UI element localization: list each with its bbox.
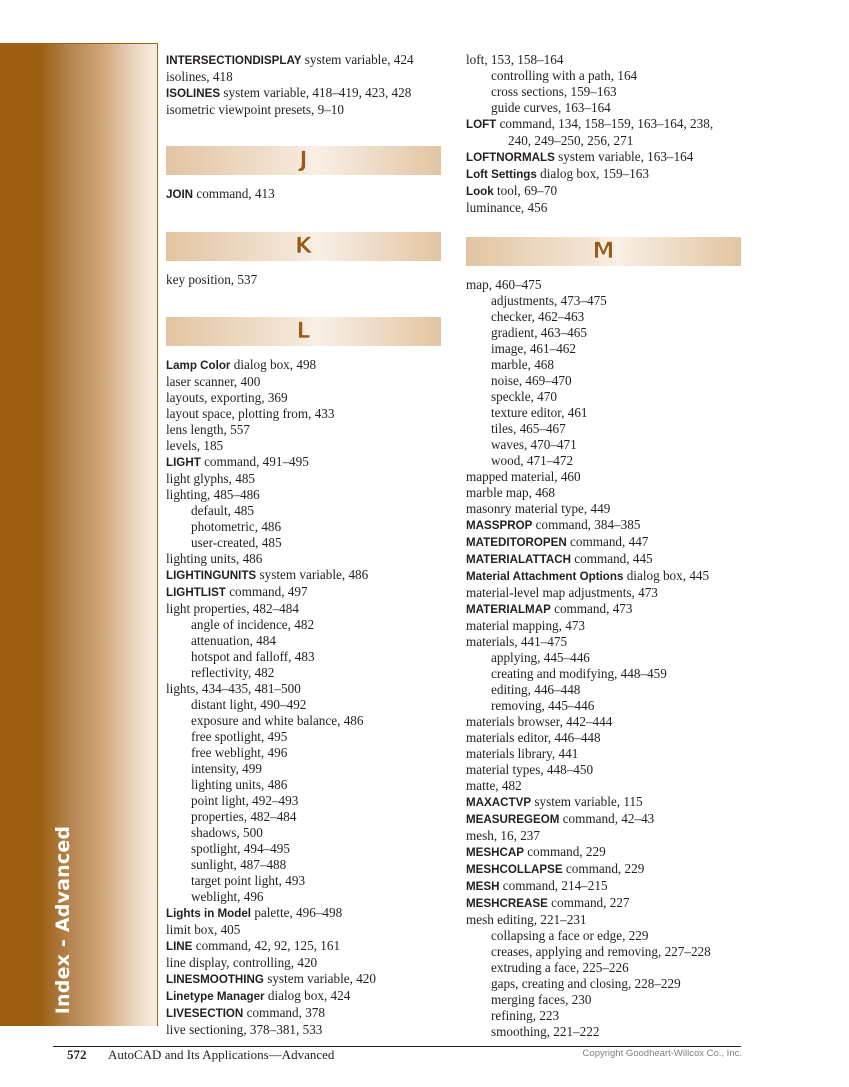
page-number: 572 — [67, 1047, 87, 1062]
index-entry — [166, 777, 446, 793]
index-list-m — [466, 277, 746, 1040]
index-entry-text: shadows, 500 — [191, 825, 263, 840]
index-entry-text: materials, 441–475 — [466, 634, 568, 649]
index-entry — [166, 272, 446, 288]
index-entry-text: loft, 153, 158–164 — [466, 52, 564, 67]
index-entry-text: layout space, plotting from, 433 — [166, 406, 335, 421]
index-list-j — [166, 186, 446, 203]
index-entry — [166, 955, 446, 971]
index-entry-text: noise, 469–470 — [491, 373, 572, 388]
index-entry-text: palette, 496–498 — [251, 905, 343, 920]
index-entry-text: applying, 445–446 — [491, 650, 590, 665]
index-entry — [466, 912, 746, 928]
side-tab-label-wrap — [48, 820, 78, 1020]
index-entry-text: adjustments, 473–475 — [491, 293, 607, 308]
index-entry-text: waves, 470–471 — [491, 437, 577, 452]
index-entry-text: user-created, 485 — [191, 535, 282, 550]
index-entry — [166, 601, 446, 617]
index-entry — [466, 517, 746, 534]
index-entry — [166, 922, 446, 938]
index-entry-text: materials library, 441 — [466, 746, 579, 761]
index-entry-text: matte, 482 — [466, 778, 522, 793]
letter-header-j — [166, 146, 441, 175]
index-entry — [466, 453, 746, 469]
index-entry — [466, 166, 746, 183]
index-group-l — [166, 357, 446, 1038]
index-entry — [466, 100, 746, 116]
index-entry-text: material mapping, 473 — [466, 618, 586, 633]
index-entry — [166, 454, 446, 471]
index-entry — [166, 52, 446, 69]
index-term-bold: LIGHT — [166, 456, 201, 469]
index-term-bold: MESHCAP — [466, 846, 524, 859]
letter-header-m — [466, 237, 741, 266]
index-entry — [166, 69, 446, 85]
index-term-bold: LINESMOOTHING — [166, 973, 264, 986]
index-term-bold: INTERSECTIONDISPLAY — [166, 54, 302, 67]
index-entry — [466, 682, 746, 698]
index-entry-text: masonry material type, 449 — [466, 501, 611, 516]
index-entry-text: controlling with a path, 164 — [491, 68, 638, 83]
index-entry-text: guide curves, 163–164 — [491, 100, 611, 115]
index-entry — [466, 960, 746, 976]
index-entry-text: material types, 448–450 — [466, 762, 594, 777]
index-term-bold: LIGHTLIST — [166, 586, 226, 599]
index-entry — [466, 928, 746, 944]
index-list-l — [166, 357, 446, 1038]
index-list-lo — [466, 52, 746, 216]
index-entry-text: dialog box, 498 — [230, 357, 317, 372]
index-entry-text: command, 229 — [523, 844, 606, 859]
index-entry — [166, 617, 446, 633]
index-entry — [166, 102, 446, 118]
index-entry — [166, 681, 446, 697]
index-entry — [466, 828, 746, 844]
index-entry — [166, 665, 446, 681]
index-entry-text: command, 227 — [547, 895, 630, 910]
index-entry — [166, 551, 446, 567]
index-entry — [166, 889, 446, 905]
index-entry — [166, 406, 446, 422]
letter-header-l — [166, 317, 441, 346]
index-entry — [466, 133, 746, 149]
index-entry-text: command, 473 — [550, 601, 633, 616]
index-entry — [466, 878, 746, 895]
index-entry-text: layouts, exporting, 369 — [166, 390, 288, 405]
index-entry-text: exposure and white balance, 486 — [191, 713, 364, 728]
index-entry — [166, 1005, 446, 1022]
index-entry — [166, 186, 446, 203]
letter-header-k — [166, 232, 441, 261]
index-entry — [166, 809, 446, 825]
index-entry-text: texture editor, 461 — [491, 405, 588, 420]
index-entry-text: image, 461–462 — [491, 341, 576, 356]
index-term-bold: LIVESECTION — [166, 1007, 244, 1020]
index-entry-text: command, 447 — [566, 534, 649, 549]
index-entry-text: default, 485 — [191, 503, 254, 518]
index-entry-text: dialog box, 445 — [623, 568, 710, 583]
index-entry — [166, 825, 446, 841]
index-entry-text: free spotlight, 495 — [191, 729, 288, 744]
index-term-bold: LINE — [166, 940, 193, 953]
index-entry-text: removing, 445–446 — [491, 698, 595, 713]
index-entry-text: map, 460–475 — [466, 277, 542, 292]
index-term-bold: Lamp Color — [166, 359, 231, 372]
index-term-bold: MEASUREGEOM — [466, 813, 560, 826]
index-entry-text: cross sections, 159–163 — [491, 84, 617, 99]
index-entry-text: attenuation, 484 — [191, 633, 276, 648]
index-entry-text: mapped material, 460 — [466, 469, 581, 484]
index-entry-text: system variable, 486 — [256, 567, 369, 582]
copyright-notice: Copyright Goodheart-Willcox Co., Inc. — [582, 1048, 742, 1059]
index-entry-text: target point light, 493 — [191, 873, 306, 888]
index-entry — [466, 650, 746, 666]
index-entry — [466, 762, 746, 778]
index-entry-text: dialog box, 159–163 — [536, 166, 649, 181]
index-entry — [166, 535, 446, 551]
index-list-k — [166, 272, 446, 288]
index-entry-text: system variable, 424 — [301, 52, 414, 67]
index-entry — [466, 811, 746, 828]
index-entry — [466, 485, 746, 501]
index-entry-text: weblight, 496 — [191, 889, 264, 904]
index-entry — [166, 471, 446, 487]
index-entry-text: intensity, 499 — [191, 761, 262, 776]
index-entry — [166, 438, 446, 454]
index-entry — [466, 357, 746, 373]
index-entry-text: limit box, 405 — [166, 922, 241, 937]
index-entry-text: distant light, 490–492 — [191, 697, 307, 712]
index-term-bold: Loft Settings — [466, 168, 537, 181]
index-entry-text: command, 497 — [225, 584, 308, 599]
index-entry-text: dialog box, 424 — [264, 988, 351, 1003]
index-entry — [466, 746, 746, 762]
index-entry-text: 240, 249–250, 256, 271 — [508, 133, 634, 148]
index-entry-text: command, 378 — [243, 1005, 325, 1020]
index-term-bold: LOFT — [466, 118, 497, 131]
index-entry-text: wood, 471–472 — [491, 453, 574, 468]
index-entry-text: gaps, creating and closing, 228–229 — [491, 976, 681, 991]
index-group-k — [166, 272, 446, 288]
index-entry-text: command, 229 — [562, 861, 645, 876]
index-entry-text: merging faces, 230 — [491, 992, 592, 1007]
index-entry-text: materials browser, 442–444 — [466, 714, 613, 729]
index-entry-text: mesh editing, 221–231 — [466, 912, 587, 927]
index-entry — [466, 601, 746, 618]
index-entry-text: isometric viewpoint presets, 9–10 — [166, 102, 344, 117]
index-entry-text: command, 413 — [193, 186, 275, 201]
index-entry — [466, 183, 746, 200]
index-entry — [466, 698, 746, 714]
index-entry — [166, 697, 446, 713]
index-term-bold: Material Attachment Options — [466, 570, 624, 583]
index-entry-text: luminance, 456 — [466, 200, 548, 215]
index-column-left — [166, 52, 446, 118]
index-entry — [166, 971, 446, 988]
index-entry-text: creases, applying and removing, 227–228 — [491, 944, 711, 959]
index-entry — [466, 714, 746, 730]
index-entry — [166, 357, 446, 374]
index-entry — [466, 52, 746, 68]
index-entry-text: tool, 69–70 — [493, 183, 558, 198]
index-entry-text: light glyphs, 485 — [166, 471, 256, 486]
index-entry-text: angle of incidence, 482 — [191, 617, 315, 632]
index-entry-text: material-level map adjustments, 473 — [466, 585, 658, 600]
index-entry — [466, 200, 746, 216]
index-entry — [166, 905, 446, 922]
index-entry-text: levels, 185 — [166, 438, 224, 453]
index-entry-text: tiles, 465–467 — [491, 421, 566, 436]
index-entry — [466, 341, 746, 357]
letter-j: J — [299, 148, 308, 173]
index-entry-text: free weblight, 496 — [191, 745, 288, 760]
index-entry — [466, 618, 746, 634]
index-entry — [166, 873, 446, 889]
index-entry-text: reflectivity, 482 — [191, 665, 275, 680]
index-entry — [466, 666, 746, 682]
index-entry-text: collapsing a face or edge, 229 — [491, 928, 649, 943]
index-entry — [166, 503, 446, 519]
index-entry-text: creating and modifying, 448–459 — [491, 666, 667, 681]
index-entry-text: command, 445 — [570, 551, 653, 566]
index-entry — [466, 293, 746, 309]
index-entry — [466, 309, 746, 325]
index-entry-text: system variable, 420 — [263, 971, 376, 986]
book-title: AutoCAD and Its Applications—Advanced — [108, 1047, 335, 1062]
index-entry — [466, 405, 746, 421]
index-entry-text: spotlight, 494–495 — [191, 841, 290, 856]
index-entry-text: command, 134, 158–159, 163–164, 238, — [496, 116, 714, 131]
index-entry — [166, 567, 446, 584]
index-term-bold: Linetype Manager — [166, 990, 265, 1003]
index-entry-text: line display, controlling, 420 — [166, 955, 318, 970]
index-group-m — [466, 277, 746, 1040]
index-term-bold: MATERIALMAP — [466, 603, 551, 616]
index-entry-text: photometric, 486 — [191, 519, 282, 534]
index-entry — [166, 761, 446, 777]
letter-m: M — [592, 239, 615, 264]
index-entry — [166, 938, 446, 955]
index-entry-text: gradient, 463–465 — [491, 325, 587, 340]
index-entry-text: system variable, 115 — [531, 794, 643, 809]
index-entry — [466, 373, 746, 389]
index-entry — [466, 277, 746, 293]
index-entry — [466, 551, 746, 568]
side-tab-label: Index - Advanced — [52, 825, 75, 1015]
index-term-bold: LOFTNORMALS — [466, 151, 555, 164]
index-entry — [466, 634, 746, 650]
index-entry-text: key position, 537 — [166, 272, 258, 287]
index-entry-text: live sectioning, 378–381, 533 — [166, 1022, 323, 1037]
letter-l: L — [296, 319, 311, 344]
index-entry — [166, 519, 446, 535]
index-entry — [166, 390, 446, 406]
index-entry — [466, 421, 746, 437]
index-term-bold: JOIN — [166, 188, 194, 201]
index-entry-text: command, 42, 92, 125, 161 — [192, 938, 341, 953]
index-entry-text: mesh, 16, 237 — [466, 828, 540, 843]
index-entry-text: command, 491–495 — [200, 454, 309, 469]
index-term-bold: Lights in Model — [166, 907, 252, 920]
index-term-bold: ISOLINES — [166, 87, 221, 100]
index-entry — [466, 1008, 746, 1024]
index-entry — [466, 469, 746, 485]
index-entry — [466, 534, 746, 551]
index-entry — [466, 944, 746, 960]
index-entry — [466, 730, 746, 746]
index-entry — [466, 861, 746, 878]
index-entry — [466, 585, 746, 601]
index-entry-text: isolines, 418 — [166, 69, 233, 84]
index-term-bold: MATEDITOROPEN — [466, 536, 567, 549]
index-entry-text: smoothing, 221–222 — [491, 1024, 600, 1039]
index-entry — [466, 389, 746, 405]
index-entry — [166, 988, 446, 1005]
index-entry-text: lights, 434–435, 481–500 — [166, 681, 301, 696]
index-entry-text: marble map, 468 — [466, 485, 555, 500]
index-term-bold: MESHCREASE — [466, 897, 548, 910]
index-group-j — [166, 186, 446, 203]
index-entry-text: command, 384–385 — [532, 517, 641, 532]
index-entry — [466, 976, 746, 992]
index-entry — [466, 992, 746, 1008]
index-term-bold: MAXACTVP — [466, 796, 532, 809]
index-entry-text: laser scanner, 400 — [166, 374, 261, 389]
index-term-bold: MESH — [466, 880, 500, 893]
index-entry-text: hotspot and falloff, 483 — [191, 649, 315, 664]
index-entry-text: marble, 468 — [491, 357, 554, 372]
index-entry — [166, 487, 446, 503]
index-entry — [466, 844, 746, 861]
index-entry — [166, 85, 446, 102]
index-column-right — [466, 52, 746, 216]
index-term-bold: MATERIALATTACH — [466, 553, 571, 566]
index-entry — [166, 374, 446, 390]
index-entry-text: materials editor, 446–448 — [466, 730, 601, 745]
index-entry — [466, 84, 746, 100]
index-entry-text: properties, 482–484 — [191, 809, 297, 824]
index-entry — [466, 778, 746, 794]
letter-k: K — [294, 234, 313, 259]
index-entry — [466, 1024, 746, 1040]
section-side-tab — [0, 43, 158, 1026]
index-entry-text: extruding a face, 225–226 — [491, 960, 629, 975]
index-entry — [466, 68, 746, 84]
index-term-bold: MESHCOLLAPSE — [466, 863, 563, 876]
index-entry — [466, 568, 746, 585]
index-entry — [166, 793, 446, 809]
index-entry — [166, 729, 446, 745]
index-entry — [166, 713, 446, 729]
index-entry — [466, 501, 746, 517]
index-entry-text: light properties, 482–484 — [166, 601, 299, 616]
index-entry-text: lighting units, 486 — [191, 777, 288, 792]
index-entry — [166, 1022, 446, 1038]
index-entry — [466, 325, 746, 341]
index-entry-text: refining, 223 — [491, 1008, 560, 1023]
index-term-bold: Look — [466, 185, 494, 198]
index-entry — [166, 745, 446, 761]
index-group-i-tail — [166, 52, 446, 118]
index-entry-text: lighting units, 486 — [166, 551, 263, 566]
index-entry-text: system variable, 163–164 — [554, 149, 694, 164]
index-entry-text: command, 42–43 — [559, 811, 655, 826]
index-entry — [166, 857, 446, 873]
index-entry-text: editing, 446–448 — [491, 682, 581, 697]
index-entry-text: command, 214–215 — [499, 878, 608, 893]
index-entry — [166, 633, 446, 649]
index-entry — [466, 116, 746, 133]
index-entry-text: lighting, 485–486 — [166, 487, 260, 502]
index-entry — [466, 794, 746, 811]
index-entry — [166, 422, 446, 438]
index-entry — [466, 149, 746, 166]
index-entry — [466, 895, 746, 912]
index-entry — [166, 649, 446, 665]
index-entry-text: sunlight, 487–488 — [191, 857, 287, 872]
index-entry-text: lens length, 557 — [166, 422, 250, 437]
index-entry-text: speckle, 470 — [491, 389, 557, 404]
index-entry-text: system variable, 418–419, 423, 428 — [220, 85, 412, 100]
index-term-bold: MASSPROP — [466, 519, 533, 532]
index-entry — [466, 437, 746, 453]
index-entry — [166, 841, 446, 857]
index-term-bold: LIGHTINGUNITS — [166, 569, 257, 582]
index-entry-text: checker, 462–463 — [491, 309, 585, 324]
index-entry — [166, 584, 446, 601]
index-entry-text: point light, 492–493 — [191, 793, 299, 808]
